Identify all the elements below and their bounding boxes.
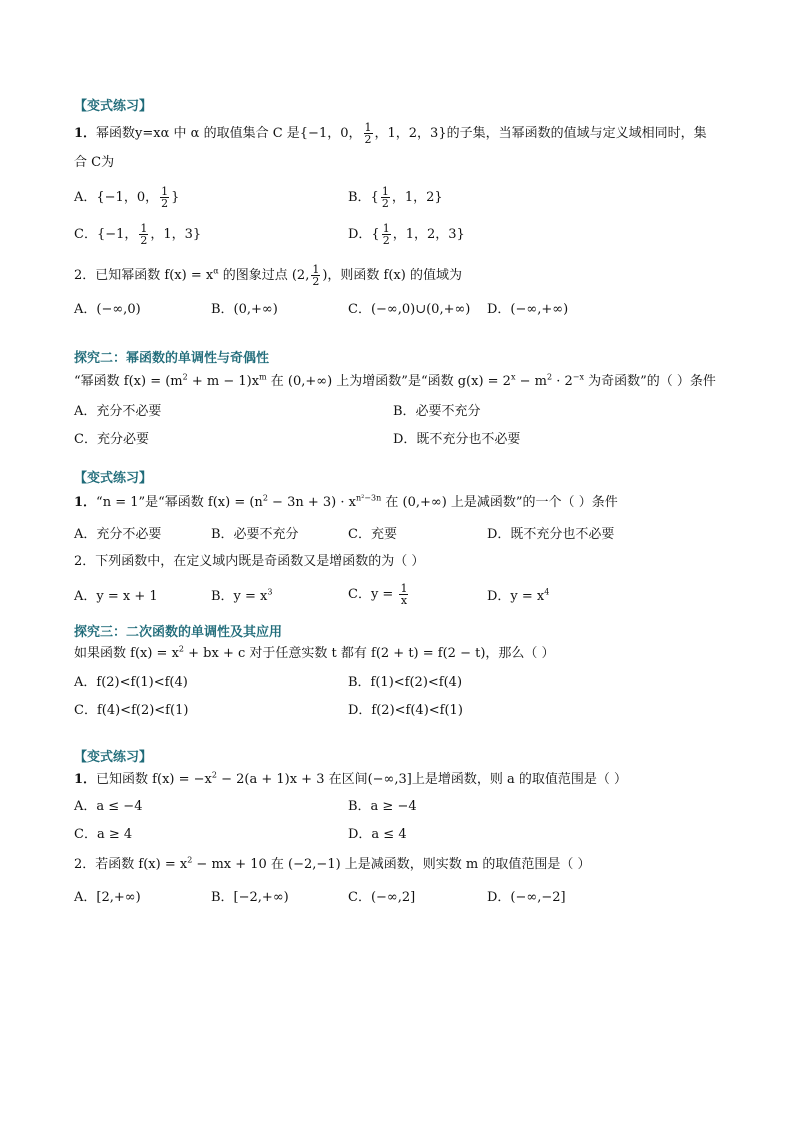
option-c: C．a ≥ 4 bbox=[74, 827, 133, 842]
option-a: A．充分不必要 bbox=[74, 404, 162, 419]
question-2-stem: 2．若函数 $f(x) = x^2$ − mx + 10 在 (−2,−1) 上是减函数，则实数 m 的取值范围是（ ） bbox=[74, 855, 591, 872]
question-1-stem-cont: 合 C为 bbox=[74, 155, 115, 170]
option-d: D．既不充分也不必要 bbox=[393, 432, 521, 447]
section-heading: 探究三：二次函数的单调性及其应用 bbox=[74, 625, 283, 640]
option-c: C．充分必要 bbox=[74, 432, 149, 447]
option-d: D．(−∞,+∞) bbox=[487, 302, 569, 317]
section-heading: 探究二：幂函数的单调性与奇偶性 bbox=[74, 351, 270, 366]
section-heading: 【变式练习】 bbox=[74, 471, 153, 486]
question-stem: 如果函数 $f(x) = x^2$ + bx + c 对于任意实数 t 都有 f(2 + t) = f(2 − t)，那么（ ） bbox=[74, 644, 555, 661]
question-1-stem: 1．幂函数y=xα 中 α 的取值集合 C 是{−1，0， $\frac{1}{2}$ ，1，2，3}的子集，当幂函数的值域与定义域相同时，集 bbox=[74, 121, 707, 146]
option-b: B．(0,+∞) bbox=[211, 302, 278, 317]
option-d: D．{ $\frac{1}{2}$ ，1，2，3} bbox=[348, 222, 465, 247]
question-1-stem: 1．已知函数 $f(x) = -x^2 - 2(a + 1)x + 3$ 在区间(−∞,3]上是增函数，则 a 的取值范围是（ ） bbox=[74, 770, 628, 787]
option-c: C．{−1， $\frac{1}{2}$ ，1，3} bbox=[74, 222, 202, 247]
question-stem: “幂函数 $f(x) = (m^2 + m - 1)x^m$ 在 (0,+∞) 上为增函数”是“函数 $g(x) = 2^x - m^2 \cdot 2^{-x}$ 为奇函数”的（ ）条件 bbox=[74, 372, 716, 389]
option-c: C．(−∞,2] bbox=[348, 890, 416, 905]
option-a: A．充分不必要 bbox=[74, 527, 162, 542]
option-b: B．a ≥ −4 bbox=[348, 799, 417, 814]
option-b: B．[−2,+∞) bbox=[211, 890, 289, 905]
option-c: C．y = $\frac{1}{x}$ bbox=[348, 582, 408, 607]
option-a: A．[2,+∞) bbox=[74, 890, 141, 905]
option-b: B．必要不充分 bbox=[393, 404, 481, 419]
option-b: B．$y = x^3$ bbox=[211, 587, 273, 604]
option-d: D．a ≤ 4 bbox=[348, 827, 407, 842]
option-b: B．必要不充分 bbox=[211, 527, 299, 542]
fraction: $\frac{1}{2}$ bbox=[364, 121, 372, 146]
section-heading: 【变式练习】 bbox=[74, 750, 153, 765]
option-a: A．y = x + 1 bbox=[74, 589, 158, 604]
option-c: C．充要 bbox=[348, 527, 397, 542]
question-1-stem: 1．“n = 1”是“幂函数 $f(x) = (n^2 - 3n + 3) \cdot x^{n^2-3n}$ 在 (0,+∞) 上是减函数”的一个（ ）条件 bbox=[74, 493, 618, 510]
option-d: D．$y = x^4$ bbox=[487, 587, 550, 604]
option-d: D．既不充分也不必要 bbox=[487, 527, 615, 542]
option-a: A．f(2)<f(1)<f(4) bbox=[74, 675, 188, 690]
question-2-stem: 2．已知幂函数 $f(x) = x^\alpha$ 的图象过点 (2, $\frac{1}{2}$ )，则函数 f(x) 的值域为 bbox=[74, 263, 462, 288]
option-a: A．(−∞,0) bbox=[74, 302, 141, 317]
question-2-stem: 2．下列函数中，在定义域内既是奇函数又是增函数的为（ ） bbox=[74, 554, 425, 569]
option-d: D．(−∞,−2] bbox=[487, 890, 566, 905]
question-number: 1． bbox=[74, 126, 97, 141]
option-b: B．{ $\frac{1}{2}$ ，1，2} bbox=[348, 185, 443, 210]
option-a: A．a ≤ −4 bbox=[74, 799, 143, 814]
option-d: D．f(2)<f(4)<f(1) bbox=[348, 703, 463, 718]
option-b: B．f(1)<f(2)<f(4) bbox=[348, 675, 463, 690]
option-a: A．{−1，0， $\frac{1}{2}$ } bbox=[74, 185, 180, 210]
option-c: C．(−∞,0)∪(0,+∞) bbox=[348, 302, 471, 317]
option-c: C．f(4)<f(2)<f(1) bbox=[74, 703, 189, 718]
section-heading: 【变式练习】 bbox=[74, 99, 153, 114]
